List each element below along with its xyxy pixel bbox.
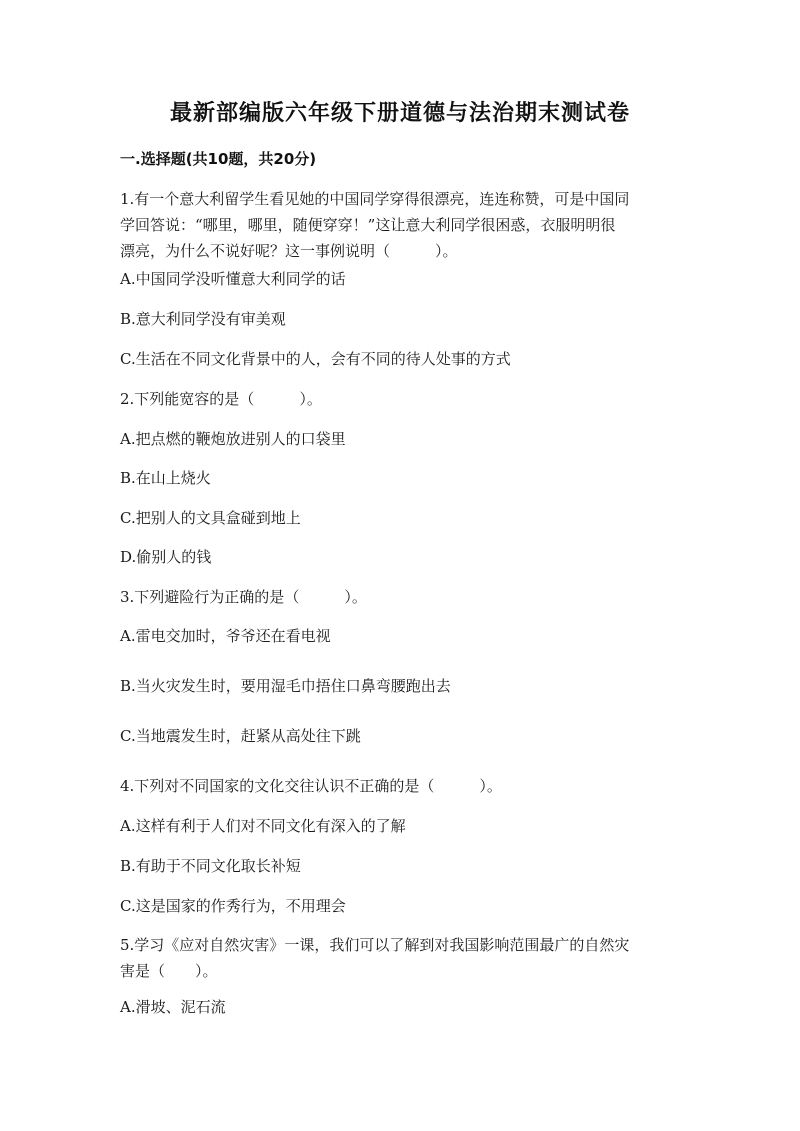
question-2-stem: 2.下列能宽容的是（ ）。 (120, 390, 322, 408)
question-1-stem-line-2: 学回答说：“哪里，哪里，随便穿穿！”这让意大利同学很困惑，衣服明明很 (120, 216, 616, 234)
question-5-stem-line-1: 5.学习《应对自然灾害》一课，我们可以了解到对我国影响范围最广的自然灾 (120, 936, 630, 954)
question-5-option-a: A.滑坡、泥石流 (120, 998, 226, 1016)
question-2-option-a: A.把点燃的鞭炮放进别人的口袋里 (120, 430, 346, 448)
question-3-option-c: C.当地震发生时，赶紧从高处往下跳 (120, 727, 361, 745)
question-2-option-b: B.在山上烧火 (120, 469, 211, 487)
section-heading: 一.选择题(共10题，共20分) (120, 150, 317, 168)
question-4-stem: 4.下列对不同国家的文化交往认识不正确的是（ ）。 (120, 777, 502, 795)
question-3-option-a: A.雷电交加时，爷爷还在看电视 (120, 627, 331, 645)
question-1-stem-line-1: 1.有一个意大利留学生看见她的中国同学穿得很漂亮，连连称赞，可是中国同 (120, 190, 630, 208)
page-title: 最新部编版六年级下册道德与法治期末测试卷 (169, 101, 630, 126)
question-5-stem-line-2: 害是（ ）。 (120, 962, 218, 980)
question-4-option-c: C.这是国家的作秀行为，不用理会 (120, 897, 346, 915)
question-1-option-a: A.中国同学没听懂意大利同学的话 (120, 270, 346, 288)
question-2-option-d: D.偷别人的钱 (120, 548, 212, 566)
question-4-option-a: A.这样有利于人们对不同文化有深入的了解 (120, 817, 406, 835)
question-1-option-c: C.生活在不同文化背景中的人，会有不同的待人处事的方式 (120, 350, 511, 368)
question-3-option-b: B.当火灾发生时，要用湿毛巾捂住口鼻弯腰跑出去 (120, 677, 451, 695)
question-4-option-b: B.有助于不同文化取长补短 (120, 857, 301, 875)
question-2-option-c: C.把别人的文具盒碰到地上 (120, 509, 301, 527)
question-1-stem-line-3: 漂亮，为什么不说好呢？这一事例说明（ ）。 (120, 242, 458, 260)
question-3-stem: 3.下列避险行为正确的是（ ）。 (120, 588, 367, 606)
question-1-option-b: B.意大利同学没有审美观 (120, 310, 286, 328)
